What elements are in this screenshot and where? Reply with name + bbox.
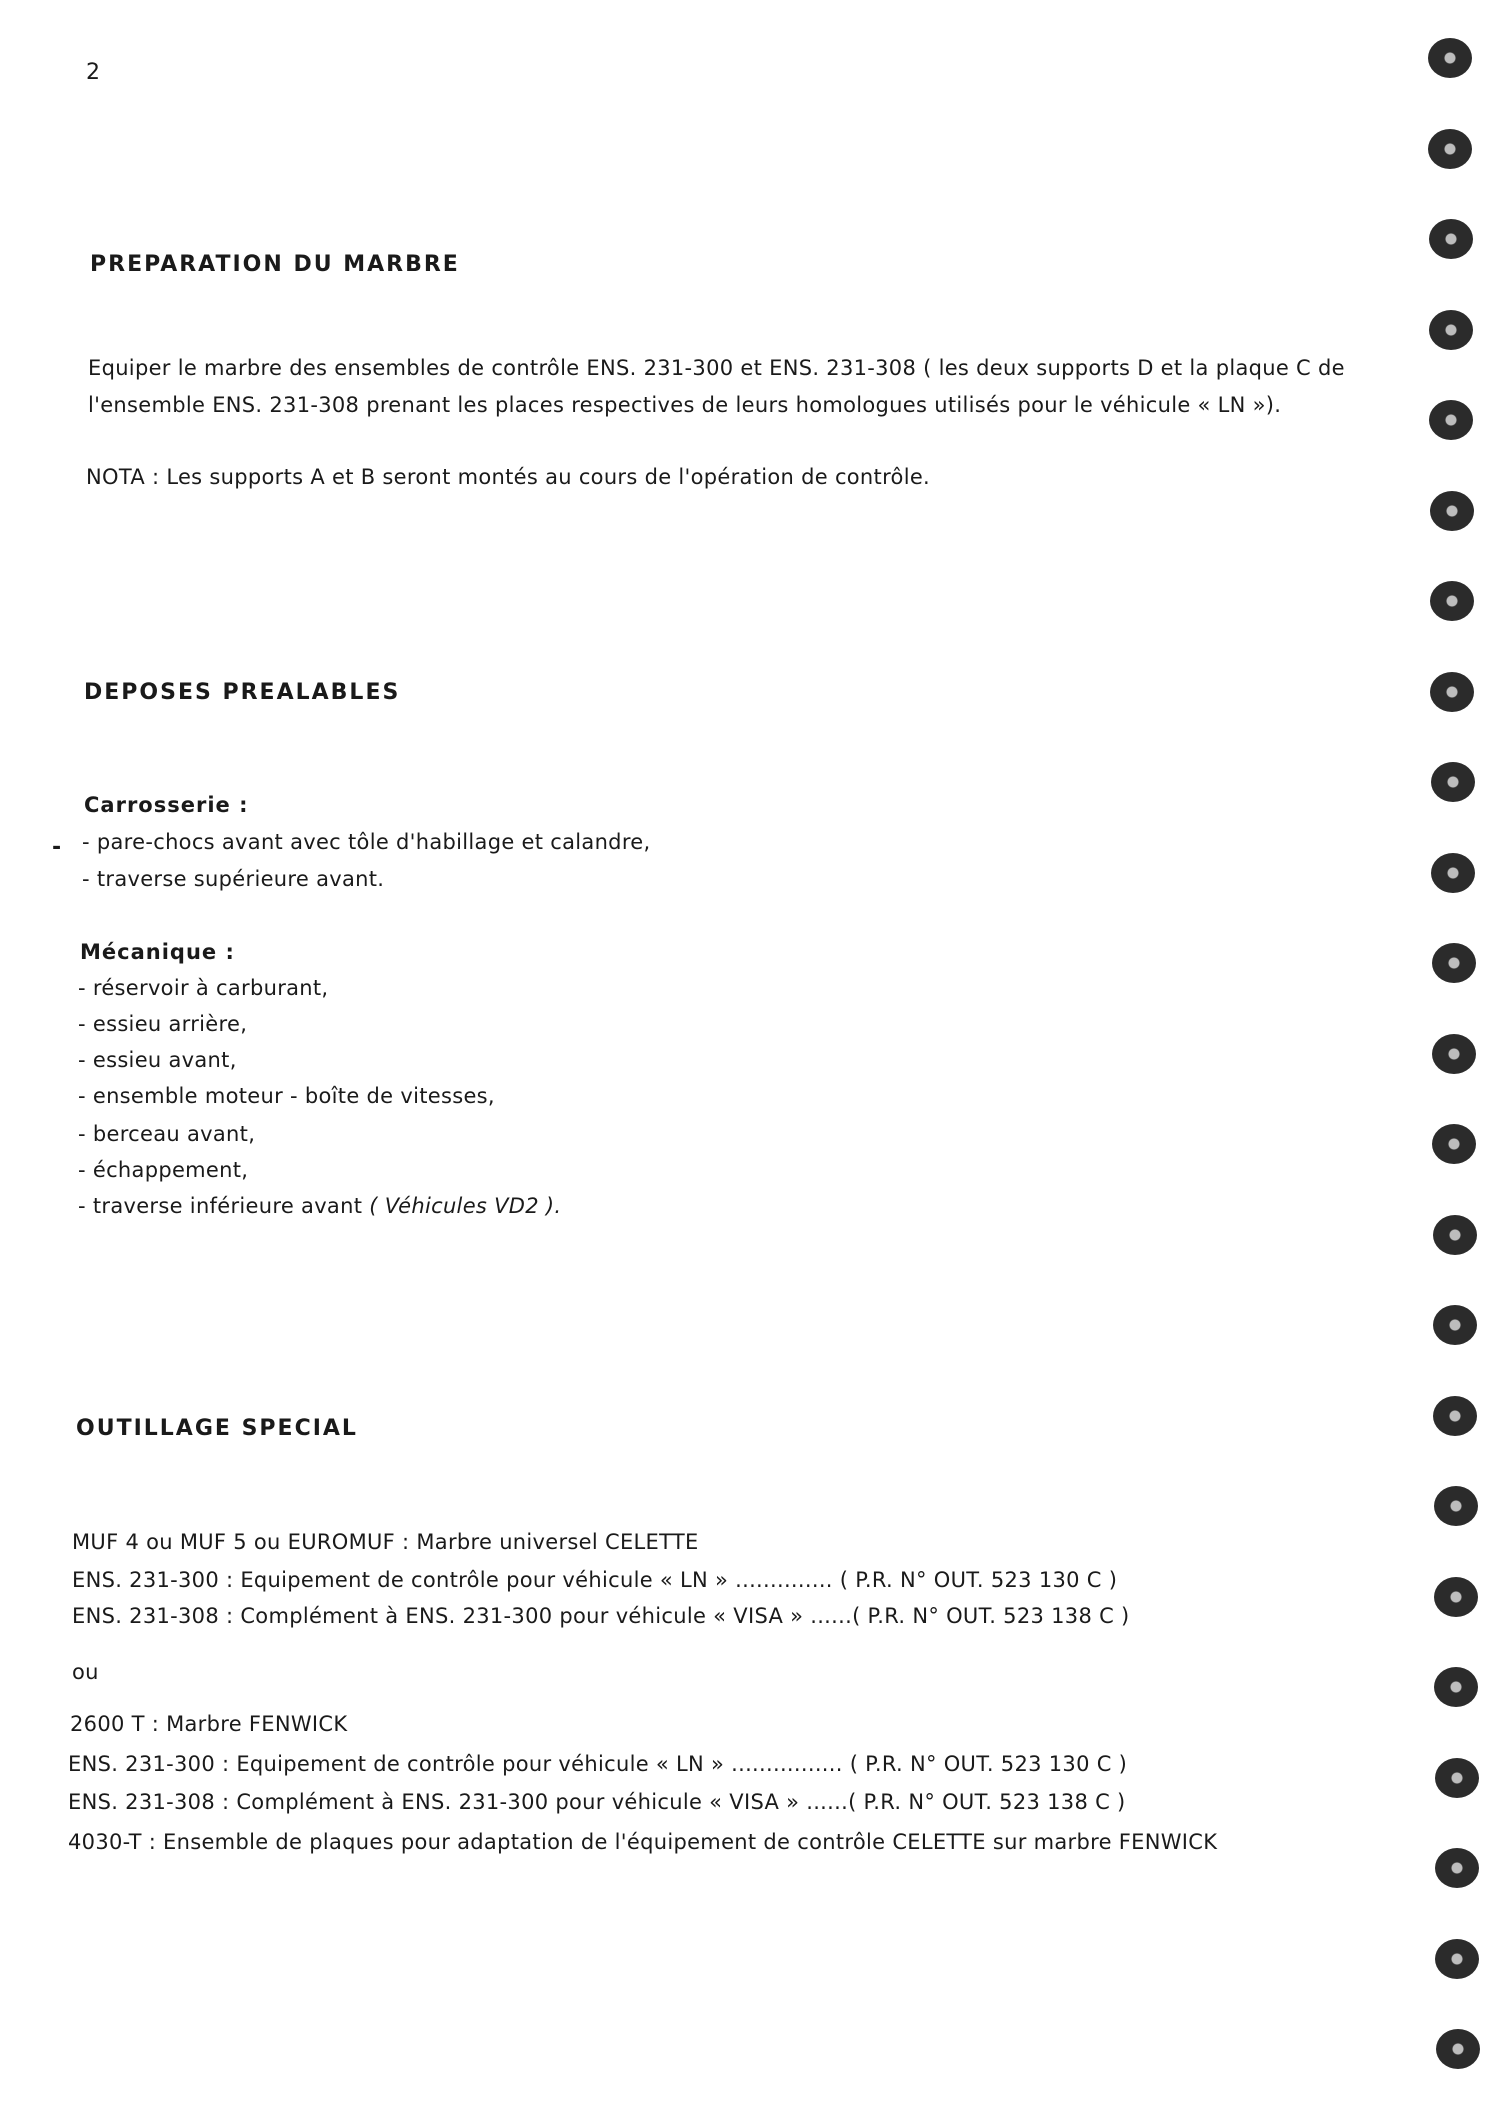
binding-hole <box>1432 943 1476 983</box>
binding-hole <box>1433 1305 1477 1345</box>
carrosserie-label: Carrosserie : <box>84 793 249 817</box>
section-title-preparation: PREPARATION DU MARBRE <box>90 252 460 277</box>
mecanique-item-text: - traverse inférieure avant <box>78 1194 363 1218</box>
binding-hole <box>1433 1396 1477 1436</box>
mecanique-item: - essieu arrière, <box>78 1012 248 1036</box>
binding-hole <box>1430 672 1474 712</box>
binding-hole <box>1431 853 1475 893</box>
mecanique-item: - ensemble moteur - boîte de vitesses, <box>78 1084 495 1108</box>
mecanique-item-last <box>78 1194 561 1218</box>
tool-line: 2600 T : Marbre FENWICK <box>70 1712 348 1736</box>
binding-hole <box>1435 1939 1479 1979</box>
tool-line: 4030-T : Ensemble de plaques pour adaptation de l'équipement de contrôle CELETTE sur marbre FENWICK <box>68 1830 1218 1854</box>
page-number: 2 <box>86 60 100 85</box>
binding-hole <box>1435 1848 1479 1888</box>
binding-hole <box>1430 581 1474 621</box>
margin-mark: - <box>52 835 62 860</box>
preparation-paragraph-line-1: Equiper le marbre des ensembles de contrôle ENS. 231-300 et ENS. 231-308 ( les deux supports D et la plaque C de <box>88 356 1345 380</box>
binding-hole <box>1429 400 1473 440</box>
nota-text: NOTA : Les supports A et B seront montés au cours de l'opération de contrôle. <box>86 465 931 489</box>
section-title-outillage: OUTILLAGE SPECIAL <box>76 1416 358 1441</box>
tool-line: ENS. 231-308 : Complément à ENS. 231-300 pour véhicule « VISA » ......( P.R. N° OUT. 523 138 C ) <box>72 1604 1130 1628</box>
ou-text: ou <box>72 1660 99 1684</box>
carrosserie-item: - traverse supérieure avant. <box>82 867 385 891</box>
tool-line: ENS. 231-300 : Equipement de contrôle pour véhicule « LN » ................ ( P.R. N° OUT. 523 130 C ) <box>68 1752 1128 1776</box>
binding-hole <box>1433 1215 1477 1255</box>
binding-hole <box>1432 1034 1476 1074</box>
binding-hole <box>1431 762 1475 802</box>
binding-holes <box>1428 30 1484 2120</box>
binding-hole <box>1436 2029 1480 2069</box>
mecanique-item: - essieu avant, <box>78 1048 237 1072</box>
binding-hole <box>1428 38 1472 78</box>
section-title-deposes: DEPOSES PREALABLES <box>84 680 401 705</box>
vehicle-note: ( Véhicules VD2 ). <box>369 1194 562 1218</box>
tool-line: ENS. 231-308 : Complément à ENS. 231-300 pour véhicule « VISA » ......( P.R. N° OUT. 523 138 C ) <box>68 1790 1126 1814</box>
binding-hole <box>1428 129 1472 169</box>
preparation-paragraph-line-2: l'ensemble ENS. 231-308 prenant les places respectives de leurs homologues utilisés pour le véhicule « LN »). <box>88 393 1282 417</box>
mecanique-item: - échappement, <box>78 1158 249 1182</box>
binding-hole <box>1432 1124 1476 1164</box>
binding-hole <box>1434 1577 1478 1617</box>
tool-line: MUF 4 ou MUF 5 ou EUROMUF : Marbre universel CELETTE <box>72 1530 699 1554</box>
tool-line: ENS. 231-300 : Equipement de contrôle pour véhicule « LN » .............. ( P.R. N° OUT. 523 130 C ) <box>72 1568 1118 1592</box>
binding-hole <box>1435 1758 1479 1798</box>
binding-hole <box>1434 1667 1478 1707</box>
binding-hole <box>1429 219 1473 259</box>
carrosserie-item: - pare-chocs avant avec tôle d'habillage et calandre, <box>82 830 651 854</box>
binding-hole <box>1430 491 1474 531</box>
mecanique-label: Mécanique : <box>80 940 235 964</box>
mecanique-item: - berceau avant, <box>78 1122 256 1146</box>
mecanique-item: - réservoir à carburant, <box>78 976 329 1000</box>
binding-hole <box>1429 310 1473 350</box>
binding-hole <box>1434 1486 1478 1526</box>
